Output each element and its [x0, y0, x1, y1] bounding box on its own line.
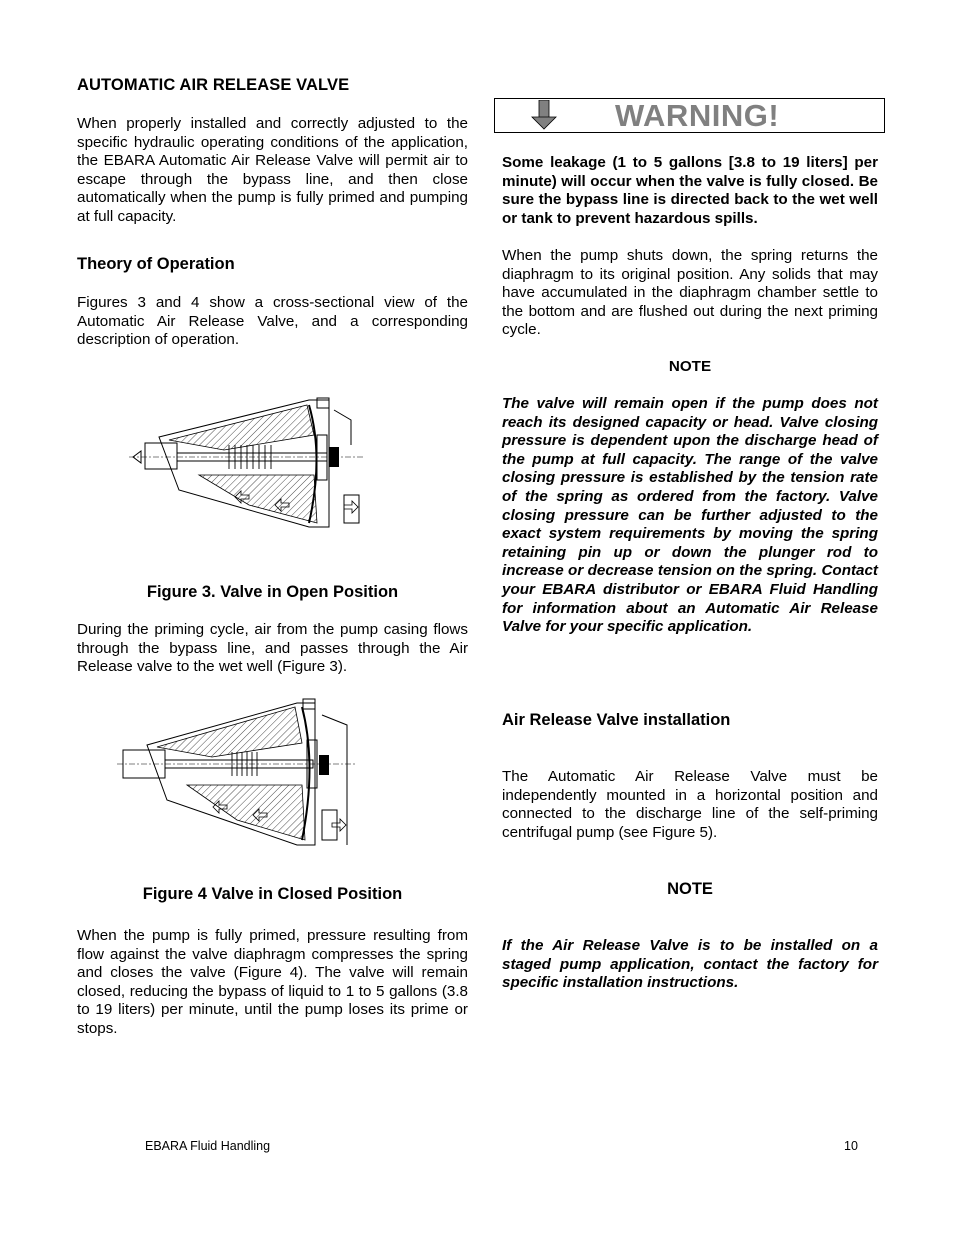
intro-paragraph: When properly installed and correctly adjusted to the specific hydraulic operating conditions of the application, the EBARA Automatic Air Release Valve will permit air to escape through the bypass line, and then close automatically when the pump is fully primed and pumping at full capacity. — [77, 115, 468, 225]
down-arrow-icon — [531, 100, 557, 130]
theory-paragraph: Figures 3 and 4 show a cross-sectional view of the Automatic Air Release Valve, and a corresponding description of operation. — [77, 294, 468, 349]
footer-company: EBARA Fluid Handling — [145, 1139, 271, 1153]
installation-paragraph: The Automatic Air Release Valve must be independently mounted in a horizontal position and connected to the discharge line of the self-priming centrifugal pump (see Figure 5). — [502, 768, 878, 841]
figure-4-paragraph: When the pump is fully primed, pressure resulting from flow against the valve diaphragm compresses the spring and closes the valve (Figure 4). The valve will remain closed, reducing the bypass of liquid to 1 to 5 gallons (3.8 to 19 liters) per minute, until the pump loses its prime or stops. — [77, 927, 468, 1037]
theory-heading: Theory of Operation — [77, 255, 235, 273]
figure-3-valve-open-diagram — [129, 395, 374, 535]
figure-3-paragraph: During the priming cycle, air from the pump casing flows through the bypass line, and passes through the Air Release valve to the wet well (Figure 3). — [77, 621, 468, 676]
section-heading: AUTOMATIC AIR RELEASE VALVE — [77, 76, 350, 94]
figure-4-valve-closed-diagram — [117, 695, 367, 850]
warning-banner — [494, 98, 885, 133]
note-2-title: NOTE — [667, 880, 713, 898]
figure-3-caption: Figure 3. Valve in Open Position — [146, 583, 399, 601]
note-1-paragraph: The valve will remain open if the pump does not reach its designed capacity or head. Valve closing pressure is dependent upon the discharge head of the pump at full capacity. The range of the valve closing pressure is established by the tension rate of the spring as ordered from the factory. Valve closing pressure can be further adjusted to the exact system requirements by moving the spring retaining pin up or down the plunger rod to increase or decrease tension on the spring. Contact your EBARA distributor or EBARA Fluid Handling for information about an Automatic Air Release Valve for your specific application. — [502, 395, 878, 636]
shutdown-paragraph: When the pump shuts down, the spring returns the diaphragm to its original position. Any solids that may have accumulated in the diaphragm chamber settle to the bottom and are flushed out during the next priming cycle. — [502, 247, 878, 339]
installation-heading: Air Release Valve installation — [502, 711, 731, 729]
figure-4-caption: Figure 4 Valve in Closed Position — [142, 885, 403, 903]
note-2-paragraph: If the Air Release Valve is to be installed on a staged pump application, contact the factory for specific installation instructions. — [502, 937, 878, 992]
warning-title: WARNING! — [615, 98, 780, 133]
note-1-title: NOTE — [668, 358, 712, 375]
warning-paragraph: Some leakage (1 to 5 gallons [3.8 to 19 liters] per minute) will occur when the valve is fully closed. Be sure the bypass line is directed back to the wet well or tank to prevent hazardous spills. — [502, 154, 878, 227]
footer-page-number: 10 — [844, 1139, 858, 1153]
